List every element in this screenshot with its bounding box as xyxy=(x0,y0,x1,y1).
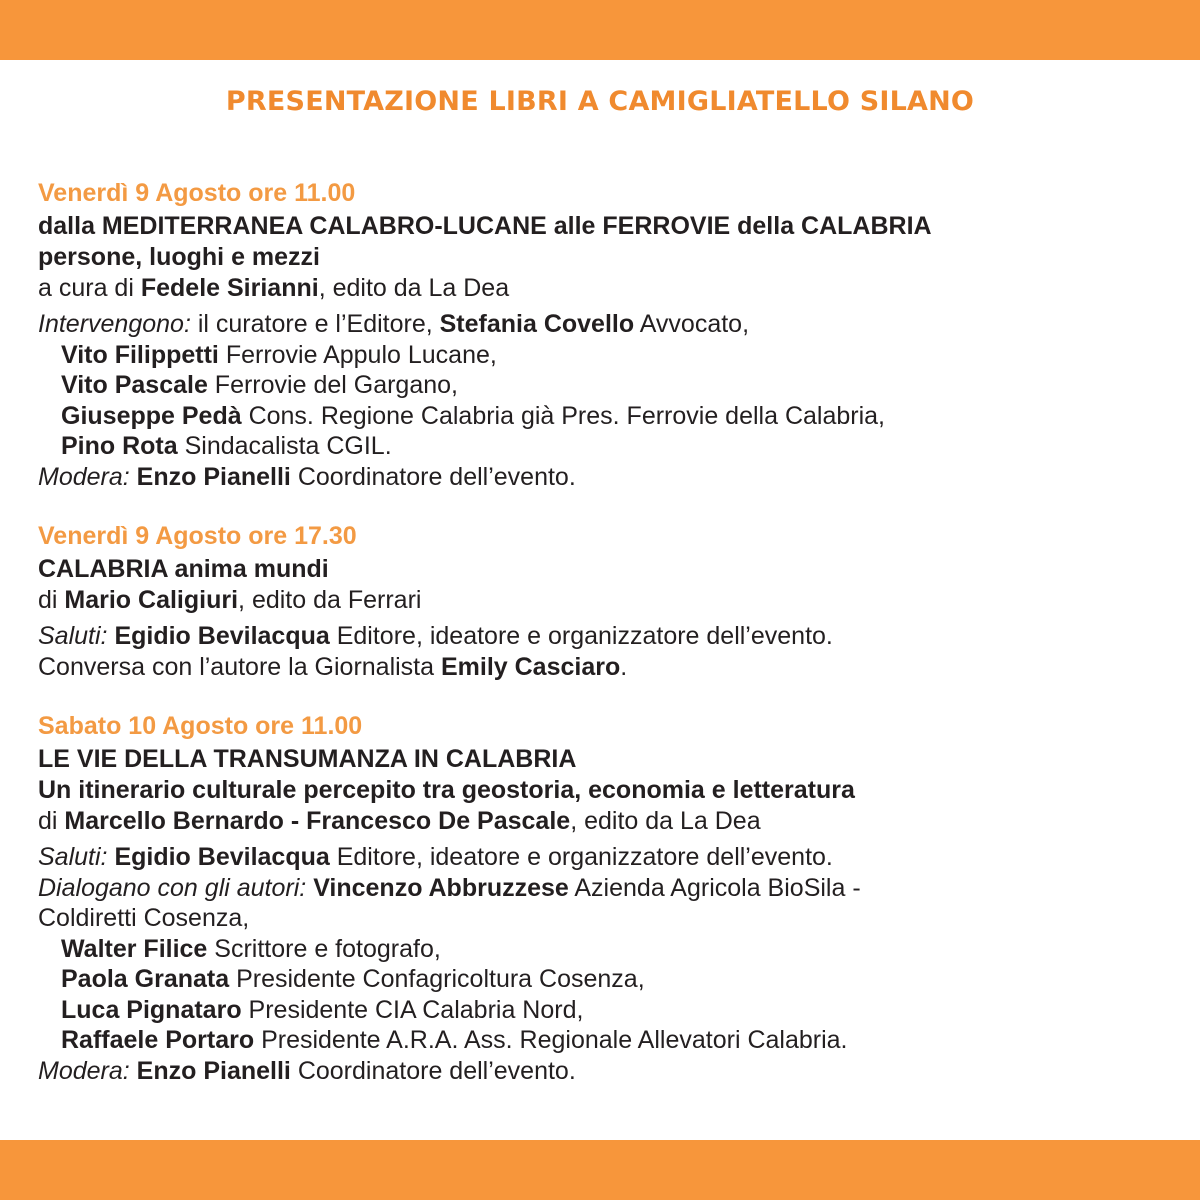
book-subtitle-line: Un itinerario culturale percepito tra geostoria, economia e letteratura xyxy=(38,776,855,804)
speaker-role: Presidente CIA Calabria Nord, xyxy=(241,995,584,1024)
credit-suffix: , edito da La Dea xyxy=(318,274,510,302)
detail-line xyxy=(38,370,1168,401)
speaker-role: Azienda Agricola BioSila - xyxy=(568,873,861,902)
speaker-role: Editore, ideatore e organizzatore dell’evento. xyxy=(329,622,833,650)
role-label: Intervengono: xyxy=(38,310,191,338)
speaker-name: Enzo Pianelli xyxy=(136,462,291,491)
speaker-name: Enzo Pianelli xyxy=(136,1056,291,1085)
detail-line xyxy=(38,1025,1168,1056)
detail-line xyxy=(38,873,1168,904)
role-label: Saluti: xyxy=(38,622,108,650)
speaker-role: Scrittore e fotografo, xyxy=(207,934,441,963)
speaker-name: Paola Granata xyxy=(61,965,230,993)
role-label: Modera: xyxy=(38,462,130,491)
detail-text xyxy=(130,1057,137,1085)
detail-line xyxy=(38,340,1168,371)
book-title-line: CALABRIA anima mundi xyxy=(38,555,329,583)
event-date: Sabato 10 Agosto ore 11.00 xyxy=(38,712,363,740)
speaker-role: Coordinatore dell’evento. xyxy=(290,1056,576,1085)
detail-text: il curatore e l’Editore, xyxy=(190,310,440,338)
author-name: Mario Caligiuri xyxy=(64,586,239,614)
detail-line xyxy=(38,309,1168,340)
event-1 xyxy=(38,175,1168,492)
detail-line xyxy=(38,621,1168,652)
role-label: Saluti: xyxy=(38,843,108,871)
detail-line xyxy=(38,903,1168,934)
credit-prefix: di xyxy=(38,586,65,614)
role-label: Dialogano con gli autori: xyxy=(38,873,307,902)
detail-text xyxy=(130,463,137,491)
detail-line xyxy=(38,652,1168,683)
speaker-role: Sindacalista CGIL. xyxy=(177,432,392,460)
speaker-name: Giuseppe Pedà xyxy=(61,401,242,430)
event-date: Venerdì 9 Agosto ore 17.30 xyxy=(38,522,357,550)
author-name: Marcello Bernardo - Francesco De Pascale xyxy=(64,807,571,835)
speaker-role: Avvocato, xyxy=(634,310,750,338)
event-details xyxy=(38,842,1168,1086)
detail-line xyxy=(38,401,1168,432)
detail-line xyxy=(38,1056,1168,1087)
author-name: Fedele Sirianni xyxy=(140,274,319,302)
speaker-role: Coldiretti Cosenza, xyxy=(38,904,250,932)
speaker-name: Vito Filippetti xyxy=(61,340,219,369)
speaker-role: Presidente Confagricoltura Cosenza, xyxy=(229,965,645,993)
speaker-name: Egidio Bevilacqua xyxy=(114,843,330,871)
detail-line xyxy=(38,995,1168,1026)
speaker-role: Presidente A.R.A. Ass. Regionale Allevatori Calabria. xyxy=(254,1026,848,1054)
events-list xyxy=(38,175,1168,1112)
credit-suffix: , edito da La Dea xyxy=(570,807,761,835)
event-2 xyxy=(38,518,1168,682)
book-credit xyxy=(38,806,1168,837)
credit-suffix: , edito da Ferrari xyxy=(238,586,422,614)
speaker-role: Ferrovie Appulo Lucane, xyxy=(218,340,497,369)
page-title: PRESENTAZIONE LIBRI A CAMIGLIATELLO SILANO xyxy=(225,86,975,117)
book-title-line: LE VIE DELLA TRANSUMANZA IN CALABRIA xyxy=(38,745,577,773)
detail-text: Conversa con l’autore la Giornalista xyxy=(38,652,441,681)
credit-prefix: di xyxy=(38,807,65,835)
speaker-role: Coordinatore dell’evento. xyxy=(290,462,576,491)
speaker-name: Stefania Covello xyxy=(439,310,635,338)
event-3 xyxy=(38,708,1168,1086)
speaker-name: Vincenzo Abbruzzese xyxy=(313,873,569,902)
detail-line xyxy=(38,462,1168,493)
bottom-orange-band xyxy=(0,1140,1200,1200)
detail-line xyxy=(38,842,1168,873)
credit-prefix: a cura di xyxy=(38,274,141,302)
detail-line xyxy=(38,431,1168,462)
speaker-role: Cons. Regione Calabria già Pres. Ferrovie della Calabria, xyxy=(241,401,885,430)
event-date: Venerdì 9 Agosto ore 11.00 xyxy=(38,179,356,207)
speaker-role: Ferrovie del Gargano, xyxy=(207,371,458,399)
speaker-name: Walter Filice xyxy=(61,934,208,963)
speaker-name: Emily Casciaro xyxy=(440,652,621,681)
detail-line xyxy=(38,964,1168,995)
speaker-role: Editore, ideatore e organizzatore dell’evento. xyxy=(329,843,833,871)
book-title-line: dalla MEDITERRANEA CALABRO-LUCANE alle FERROVIE della CALABRIA xyxy=(38,212,932,240)
book-credit xyxy=(38,273,1168,304)
role-label: Modera: xyxy=(38,1056,130,1085)
event-details xyxy=(38,621,1168,682)
book-subtitle-line: persone, luoghi e mezzi xyxy=(38,243,320,271)
event-details xyxy=(38,309,1168,492)
detail-text: . xyxy=(620,652,628,681)
speaker-name: Egidio Bevilacqua xyxy=(114,622,330,650)
detail-line xyxy=(38,934,1168,965)
speaker-name: Luca Pignataro xyxy=(61,995,242,1024)
top-orange-band xyxy=(0,0,1200,60)
book-credit xyxy=(38,585,1168,616)
speaker-name: Raffaele Portaro xyxy=(61,1026,255,1054)
speaker-name: Vito Pascale xyxy=(61,371,208,399)
speaker-name: Pino Rota xyxy=(61,432,178,460)
